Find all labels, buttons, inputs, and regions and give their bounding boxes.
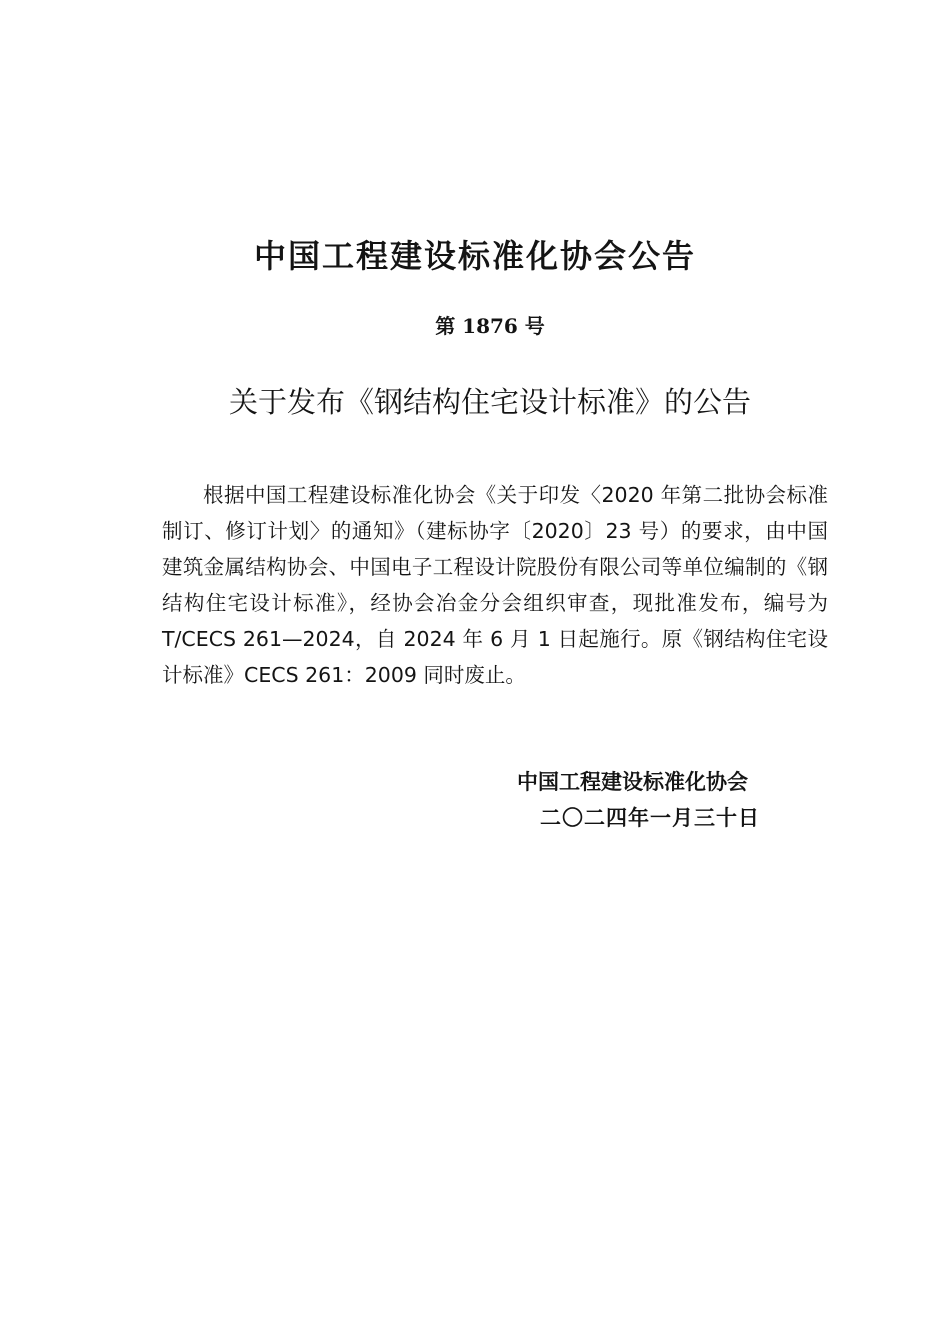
- announcement-body: 根据中国工程建设标准化协会《关于印发〈2020 年第二批协会标准制订、修订计划〉的通知》（建标协字〔2020〕23 号）的要求，由中国建筑金属结构协会、中国电子工程设计院股份有限公司等单位编制的《钢结构住宅设计标准》，经协会冶金分会组织审查，现批准发布，编号为 T/CECS 261—2024，自 2024 年 6 月 1 日起施行。原《钢结构住宅设计标准》CECS 261：2009 同时废止。: [162, 483, 828, 687]
- signature-organization: 中国工程建设标准化协会: [517, 770, 748, 794]
- signature-date: 二〇二四年一月三十日: [540, 806, 760, 830]
- announcement-number: 第 1876 号: [435, 314, 545, 338]
- announcement-title: 中国工程建设标准化协会公告: [253, 237, 696, 275]
- announcement-subject: 关于发布《钢结构住宅设计标准》的公告: [228, 385, 751, 419]
